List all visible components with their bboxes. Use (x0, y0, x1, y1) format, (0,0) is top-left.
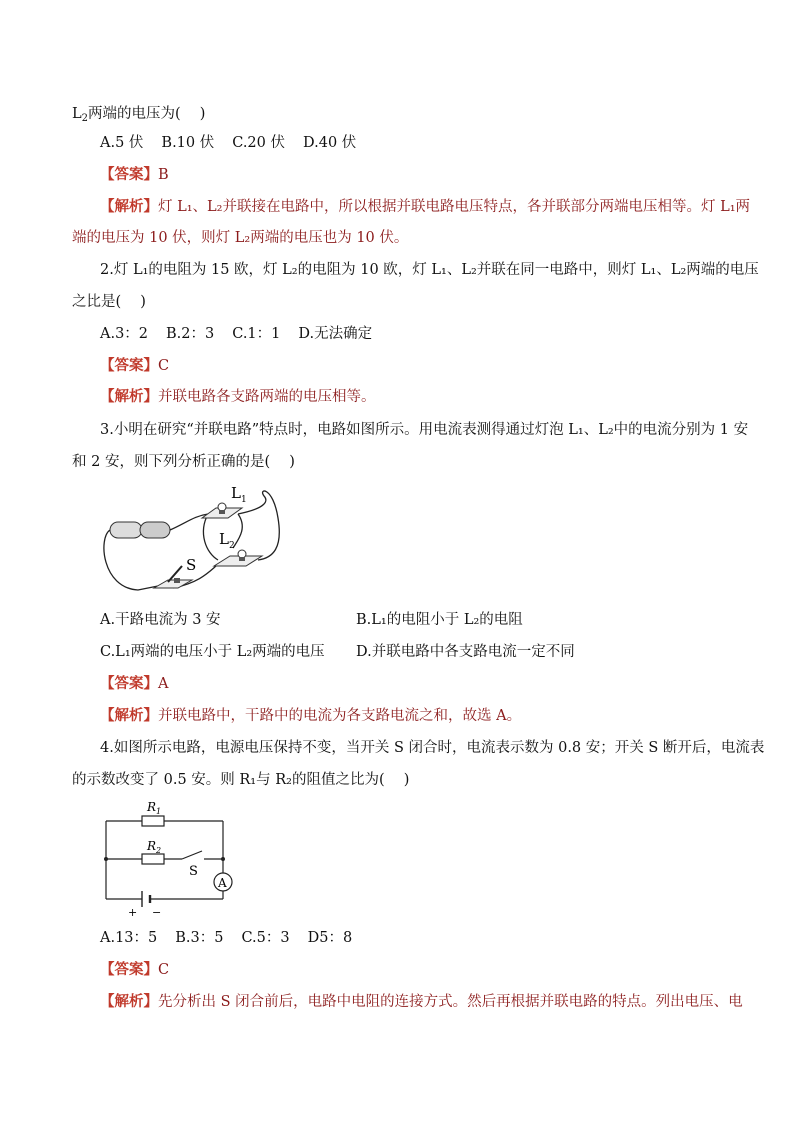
q2-options (100, 324, 390, 344)
q3-option-d: D.并联电路中各支路电流一定不同 (356, 644, 575, 660)
lamp-l2-icon (214, 550, 262, 566)
q4-option-b: B.3：5 (175, 930, 224, 946)
q2-analysis: 【解析】并联电路各支路两端的电压相等。 (100, 388, 376, 405)
q3-answer: 【答案】A (100, 675, 169, 692)
q4-option-c: C.5：3 (241, 930, 290, 946)
q3-analysis: 【解析】并联电路中，干路中的电流为各支路电流之和，故选 A。 (100, 707, 522, 724)
q1-analysis-line2: 端的电压为 10 伏，则灯 L₂两端的电压也为 10 伏。 (72, 230, 409, 246)
plus-sign: + (128, 906, 138, 919)
q1-options (100, 133, 374, 153)
minus-sign: − (152, 906, 162, 919)
q1-option-c: C.20 伏 (232, 135, 285, 151)
q1-option-a: A.5 伏 (100, 135, 144, 151)
q3-option-b: B.L₁的电阻小于 L₂的电阻 (356, 612, 523, 628)
battery-icon (142, 891, 150, 907)
q1-option-d: D.40 伏 (303, 135, 357, 151)
q2-stem-line2: 之比是( ) (72, 294, 146, 310)
q3-stem-line2: 和 2 安，则下列分析正确的是( ) (72, 454, 295, 470)
resistor-r1-icon (142, 816, 164, 826)
q2-option-c: C.1：1 (232, 326, 281, 342)
q4-analysis: 【解析】先分析出 S 闭合前后，电路中电阻的连接方式。然后再根据并联电路的特点。列出电压、电 (100, 993, 743, 1010)
q4-stem-line2: 的示数改变了 0.5 安。则 R₁与 R₂的阻值之比为( ) (72, 772, 410, 788)
q2-option-b: B.2：3 (166, 326, 215, 342)
resistor-r2-icon (142, 854, 164, 864)
q3-option-c: C.L₁两端的电压小于 L₂两端的电压 (100, 644, 325, 660)
q4-circuit-figure (98, 795, 248, 920)
q4-answer: 【答案】C (100, 961, 170, 978)
q4-stem-line1: 4.如图所示电路，电源电压保持不变，当开关 S 闭合时，电流表示数为 0.8 安；开关 S 断开后，电流表 (100, 740, 765, 756)
q4-label-r1: $R_1$ (147, 800, 162, 816)
ammeter-label: A (218, 876, 227, 890)
q3-label-l2: $L_2$ (219, 530, 235, 551)
lamp-l1-icon (202, 503, 242, 518)
q3-stem-line1: 3.小明在研究“并联电路”特点时，电路如图所示。用电流表测得通过灯泡 L₁、L₂中的电流分别为 1 安 (100, 422, 749, 438)
q2-option-a: A.3：2 (100, 326, 149, 342)
q4-label-r2: $R_2$ (147, 839, 162, 855)
q4-option-a: A.13：5 (100, 930, 158, 946)
q3-label-s: S (186, 556, 197, 574)
q1-option-b: B.10 伏 (161, 135, 215, 151)
q4-options (100, 928, 370, 948)
q1-stem-tail: $L_2$两端的电压为( ) (72, 106, 206, 124)
q3-option-a: A.干路电流为 3 安 (100, 612, 221, 628)
q2-option-d: D.无法确定 (298, 326, 373, 342)
q3-circuit-figure (98, 478, 298, 598)
q2-answer: 【答案】C (100, 357, 170, 374)
q4-label-s: S (189, 864, 198, 879)
q1-answer: 【答案】B (100, 166, 169, 183)
q4-option-d: D5：8 (307, 930, 353, 946)
q3-label-l1: $L_1$ (231, 484, 247, 505)
q2-stem-line1: 2.灯 L₁的电阻为 15 欧，灯 L₂的电阻为 10 欧，灯 L₁、L₂并联在同一电路中，则灯 L₁、L₂两端的电压 (100, 262, 759, 278)
battery-icon (110, 522, 170, 538)
q1-analysis-line1: 【解析】灯 L₁、L₂并联接在电路中，所以根据并联电路电压特点，各并联部分两端电压相等。灯 L₁两 (100, 198, 751, 215)
